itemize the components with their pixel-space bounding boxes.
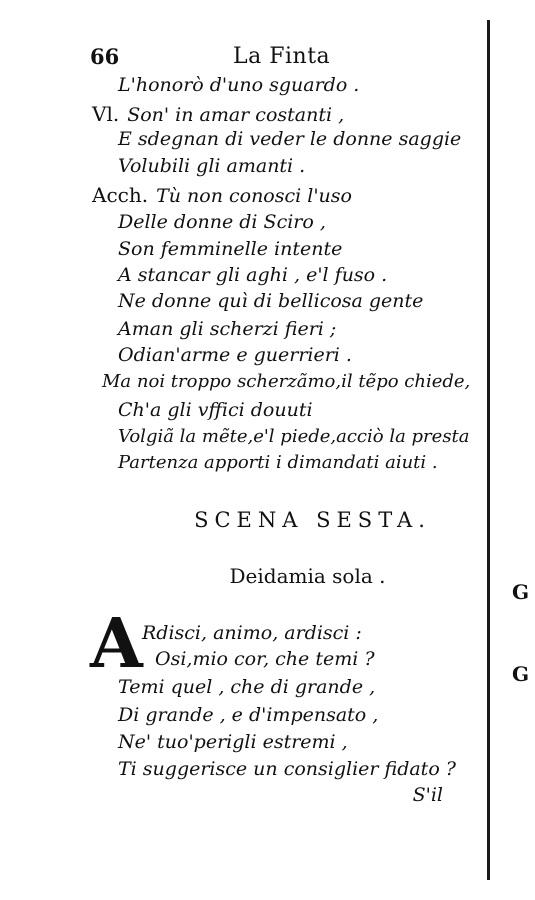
verse-line: L'honorò d'uno sguardo . xyxy=(118,74,360,96)
page-number: 66 xyxy=(90,44,120,69)
verse-line: Di grande , e d'impensato , xyxy=(118,704,379,726)
verse-line: Rdisci, animo, ardisci : xyxy=(142,622,362,644)
catchword: S'il xyxy=(412,784,443,806)
verse-line: Volgiã la mẽte,e'l piede,acciò la presta xyxy=(118,426,470,447)
verse-line: Ma noi troppo scherzãmo,il tẽpo chiede, xyxy=(102,371,471,392)
verse-line: Ti suggerisce un consiglier fidato ? xyxy=(118,758,456,780)
facing-page-letter: G xyxy=(512,662,530,686)
facing-page-letter: G xyxy=(512,580,530,604)
page-gutter-edge xyxy=(487,20,490,880)
scene-heading: SCENA SESTA. xyxy=(194,508,431,532)
verse-line: Vl. Son' in amar costanti , xyxy=(92,102,345,126)
verse-line: Acch. Tù non conosci l'uso xyxy=(92,183,352,207)
drop-cap: A xyxy=(90,604,143,684)
running-title: La Finta xyxy=(233,44,331,69)
verse-line: Odian'arme e guerrieri . xyxy=(118,344,352,366)
verse-line: Son femminelle intente xyxy=(118,238,343,260)
character-heading: Deidamia sola . xyxy=(229,564,386,588)
verse-line: Ne' tuo'perigli estremi , xyxy=(118,731,348,753)
verse-line: Aman gli scherzi fieri ; xyxy=(118,318,337,340)
verse-line: A stancar gli aghi , e'l fuso . xyxy=(118,264,388,286)
verse-line: Partenza apporti i dimandati aiuti . xyxy=(118,452,438,473)
verse-line: E sdegnan di veder le donne saggie xyxy=(118,128,462,150)
speaker-label: Vl. xyxy=(92,102,120,126)
verse-line: Volubili gli amanti . xyxy=(118,155,306,177)
verse-line: Ne donne quì di bellicosa gente xyxy=(118,290,424,312)
verse-line: Temi quel , che di grande , xyxy=(118,676,376,698)
verse-line: Osi,mio cor, che temi ? xyxy=(155,648,375,670)
verse-line: Delle donne di Sciro , xyxy=(118,211,326,233)
verse-line: Ch'a gli vffici douuti xyxy=(118,399,313,421)
speaker-label: Acch. xyxy=(92,183,149,207)
page-header xyxy=(90,44,450,74)
